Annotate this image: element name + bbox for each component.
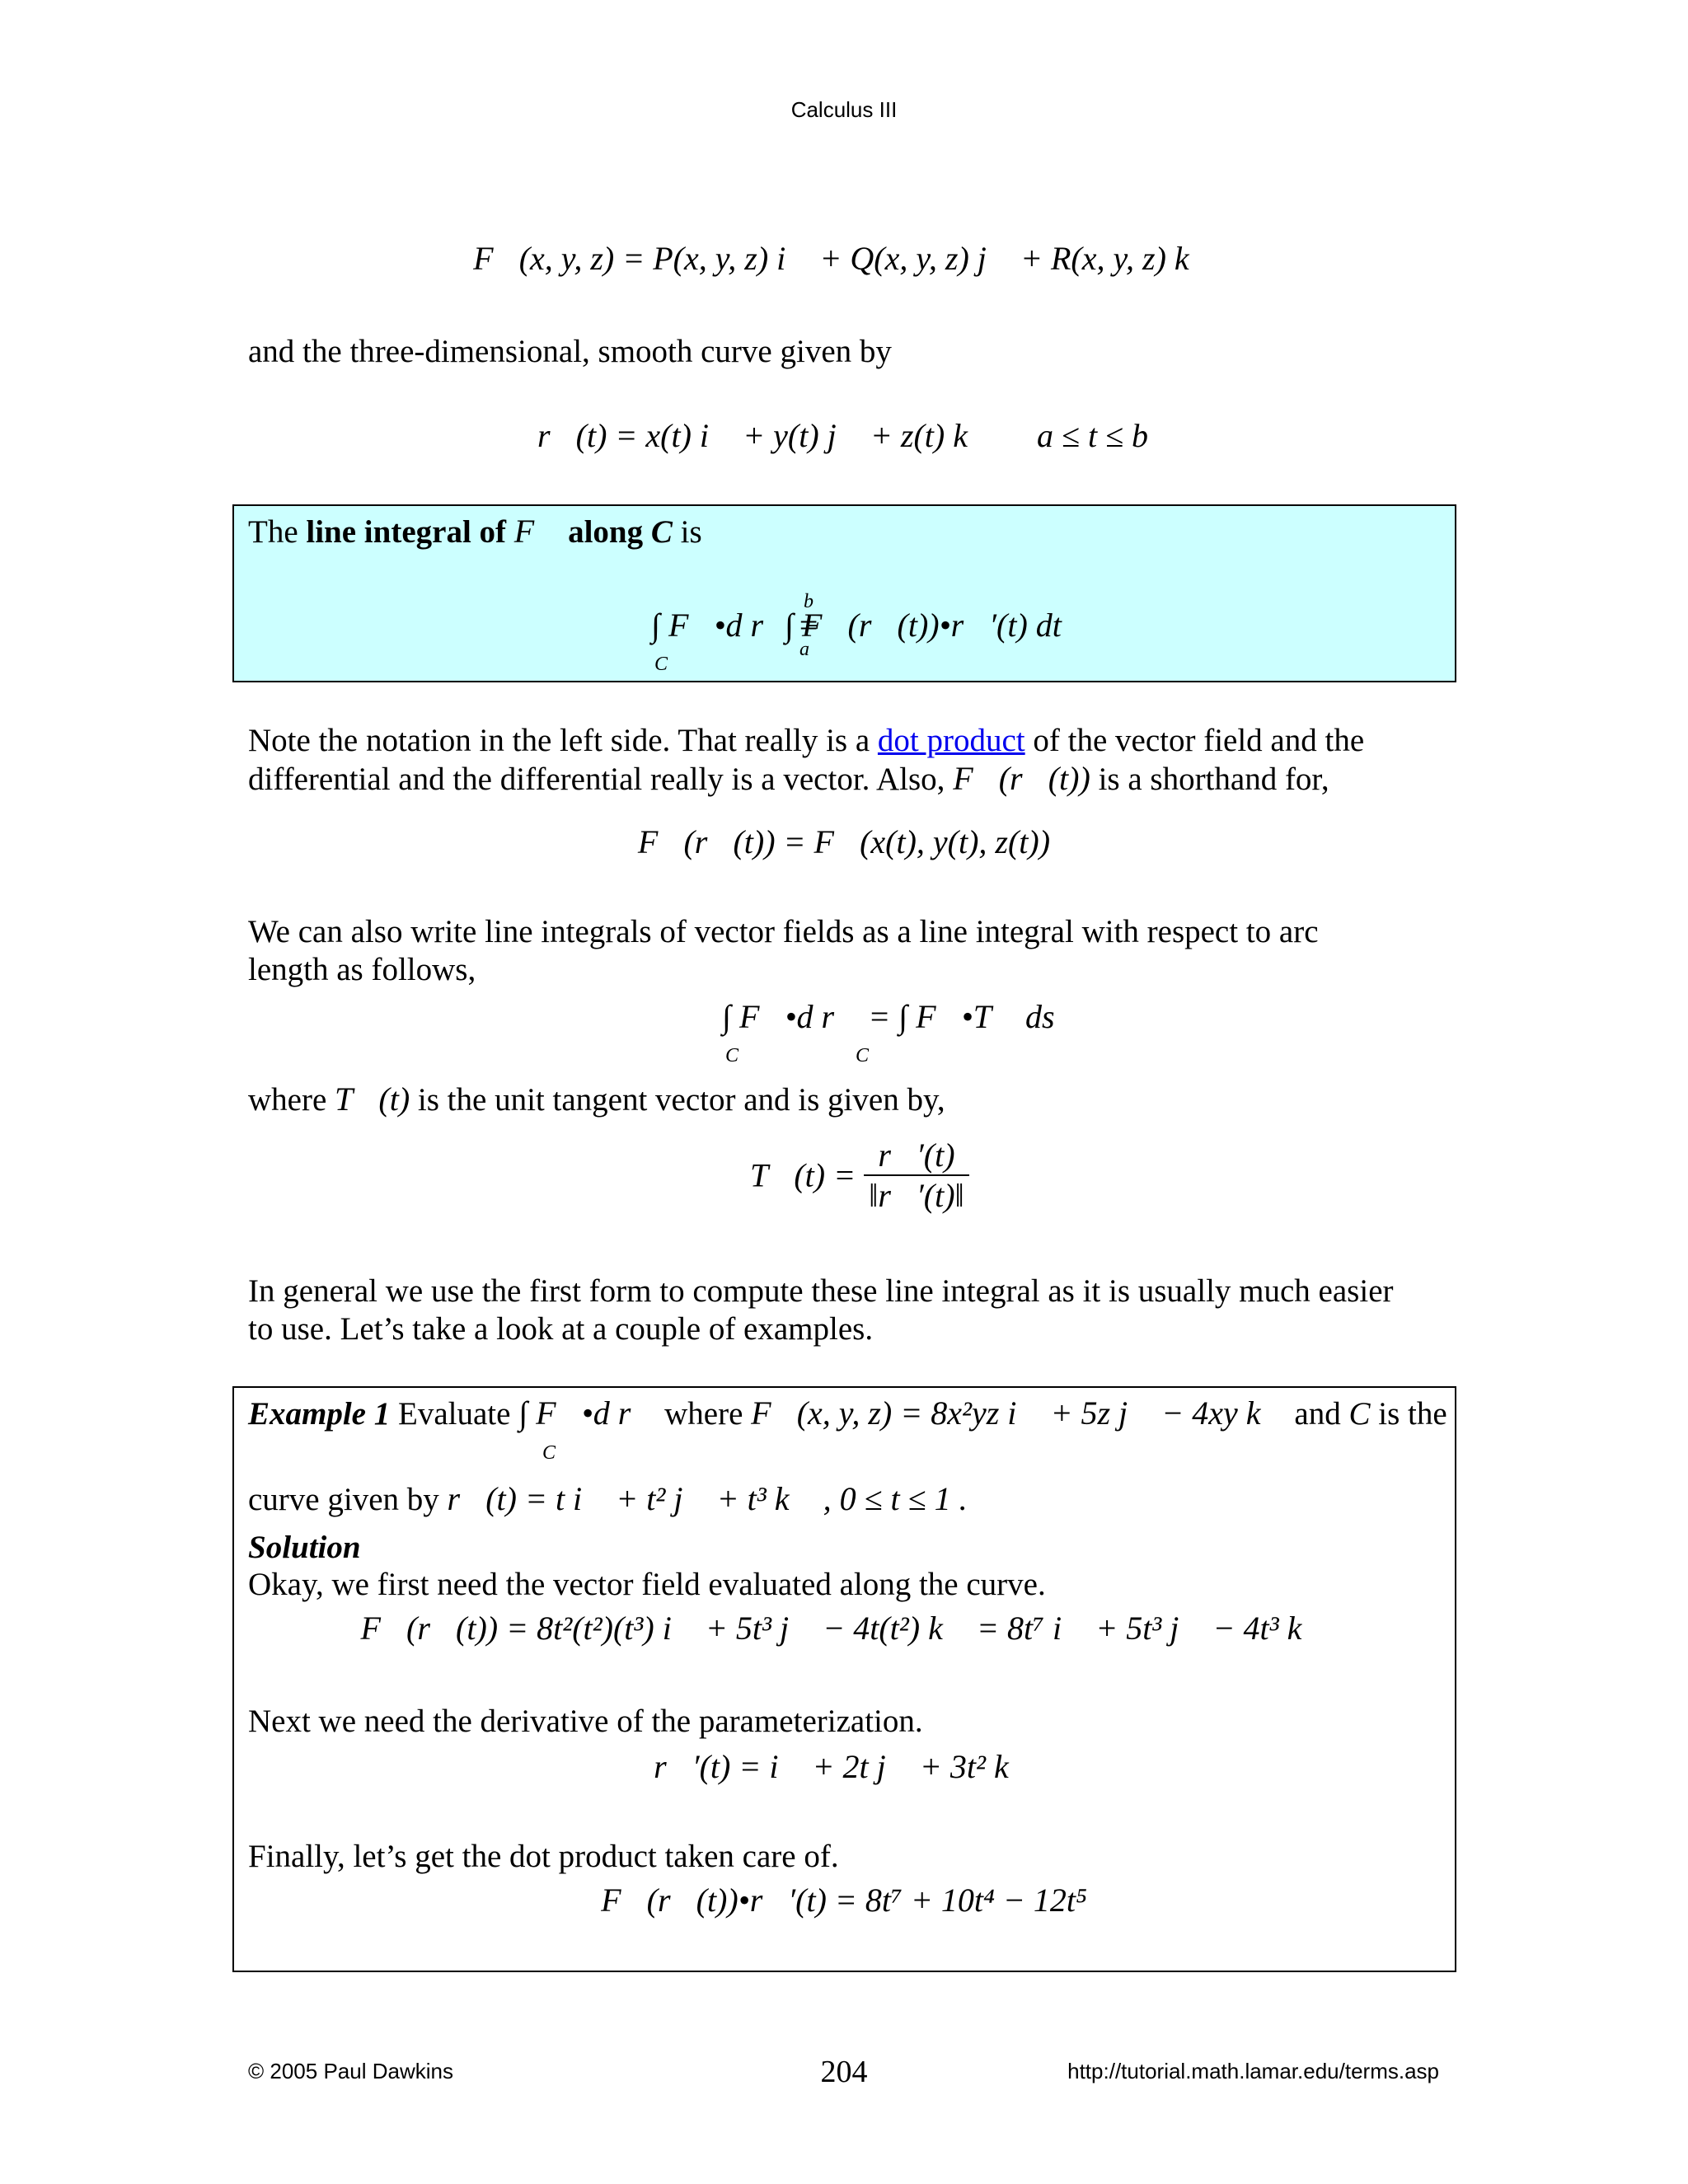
shorthand-equation: F⃗(r⃗(t)) = F⃗(x(t), y(t), z(t)) [637, 823, 1051, 860]
unit-tangent-formula: T⃗(t) = $\frac{r⃗'(t)}{‖r⃗'(t)‖}$ [750, 1136, 969, 1215]
line-integral-definition-right: ∫ F⃗(r⃗(t))•r⃗′(t) dt [785, 607, 1062, 644]
footer-copyright: © 2005 Paul Dawkins [248, 2059, 453, 2083]
example-statement: Example 1 Evaluate ∫ F⃗•d r⃗ where F⃗(x, y, z) = 8x²yz i⃗ + 5z j⃗ − 4xy k⃗ and C is the [248, 1394, 1447, 1432]
page-header: Calculus III [790, 97, 898, 122]
solution-step-1: Okay, we first need the vector field evaluated along the curve. [248, 1567, 1046, 1602]
arc-length-paragraph: We can also write line integrals of vector fields as a line integral with respect to arc length as follows, [248, 914, 1319, 987]
solution-equation-2: r⃗′(t) = i⃗ + 2t j⃗ + 3t² k⃗ [654, 1748, 1034, 1785]
solution-step-3: Finally, let’s get the dot product taken care of. [248, 1839, 839, 1874]
tangent-paragraph: where T⃗(t) is the unit tangent vector and is given by, [248, 1080, 945, 1118]
solution-equation-3: F⃗(r⃗(t))•r⃗′(t) = 8t⁷ + 10t⁴ − 12t⁵ [601, 1882, 1087, 1919]
arc-integral-subscript-2: C [856, 1045, 870, 1066]
page-number: 204 [820, 2055, 868, 2089]
note-paragraph: Note the notation in the left side. That really is a dot product of the vector field and the differential and the differential really is a vector. Also, F⃗(r⃗(t)) is a shorthand for, [248, 723, 1365, 797]
line-integral-definition-left: ∫ F⃗•d r⃗ = [651, 607, 820, 644]
general-paragraph: In general we use the first form to compute these line integral as it is usually much easier to use. Let’s take a look at a couple of examples. [248, 1273, 1394, 1347]
integral-lower-limit: a [799, 639, 809, 660]
arc-integral-subscript-1: C [725, 1045, 739, 1066]
vector-field-equation: F⃗(x, y, z) = P(x, y, z) i⃗ + Q(x, y, z) j⃗ + R(x, y, z) k⃗ [473, 240, 1215, 277]
solution-equation-1: F⃗(r⃗(t)) = 8t²(t²)(t³) i⃗ + 5t³ j⃗ − 4t(t²) k⃗ = 8t⁷ i⃗ + 5t³ j⃗ − 4t³ k⃗ [360, 1610, 1328, 1647]
example-curve: curve given by r⃗(t) = t i⃗ + t² j⃗ + t³ k⃗ , 0 ≤ t ≤ 1 . [248, 1480, 968, 1517]
solution-heading: Solution [248, 1530, 361, 1565]
integral-subscript-c: C [654, 654, 668, 675]
dot-product-link[interactable]: dot product [877, 723, 1025, 758]
footer-url: http://tutorial.math.lamar.edu/terms.asp [1067, 2059, 1439, 2083]
definition-intro: The line integral of F⃗ along C is [248, 513, 702, 550]
curve-parameter-range: a ≤ t ≤ b [1037, 417, 1149, 454]
example-integral-subscript: C [542, 1442, 556, 1464]
solution-step-2: Next we need the derivative of the parameterization. [248, 1704, 923, 1739]
curve-intro-paragraph: and the three-dimensional, smooth curve given by [248, 334, 892, 369]
integral-upper-limit: b [804, 591, 814, 612]
arc-length-equation: ∫ F⃗•d r⃗ = ∫ F⃗•T⃗ ds [722, 998, 1055, 1035]
curve-equation: r⃗(t) = x(t) i⃗ + y(t) j⃗ + z(t) k⃗ [537, 417, 994, 454]
